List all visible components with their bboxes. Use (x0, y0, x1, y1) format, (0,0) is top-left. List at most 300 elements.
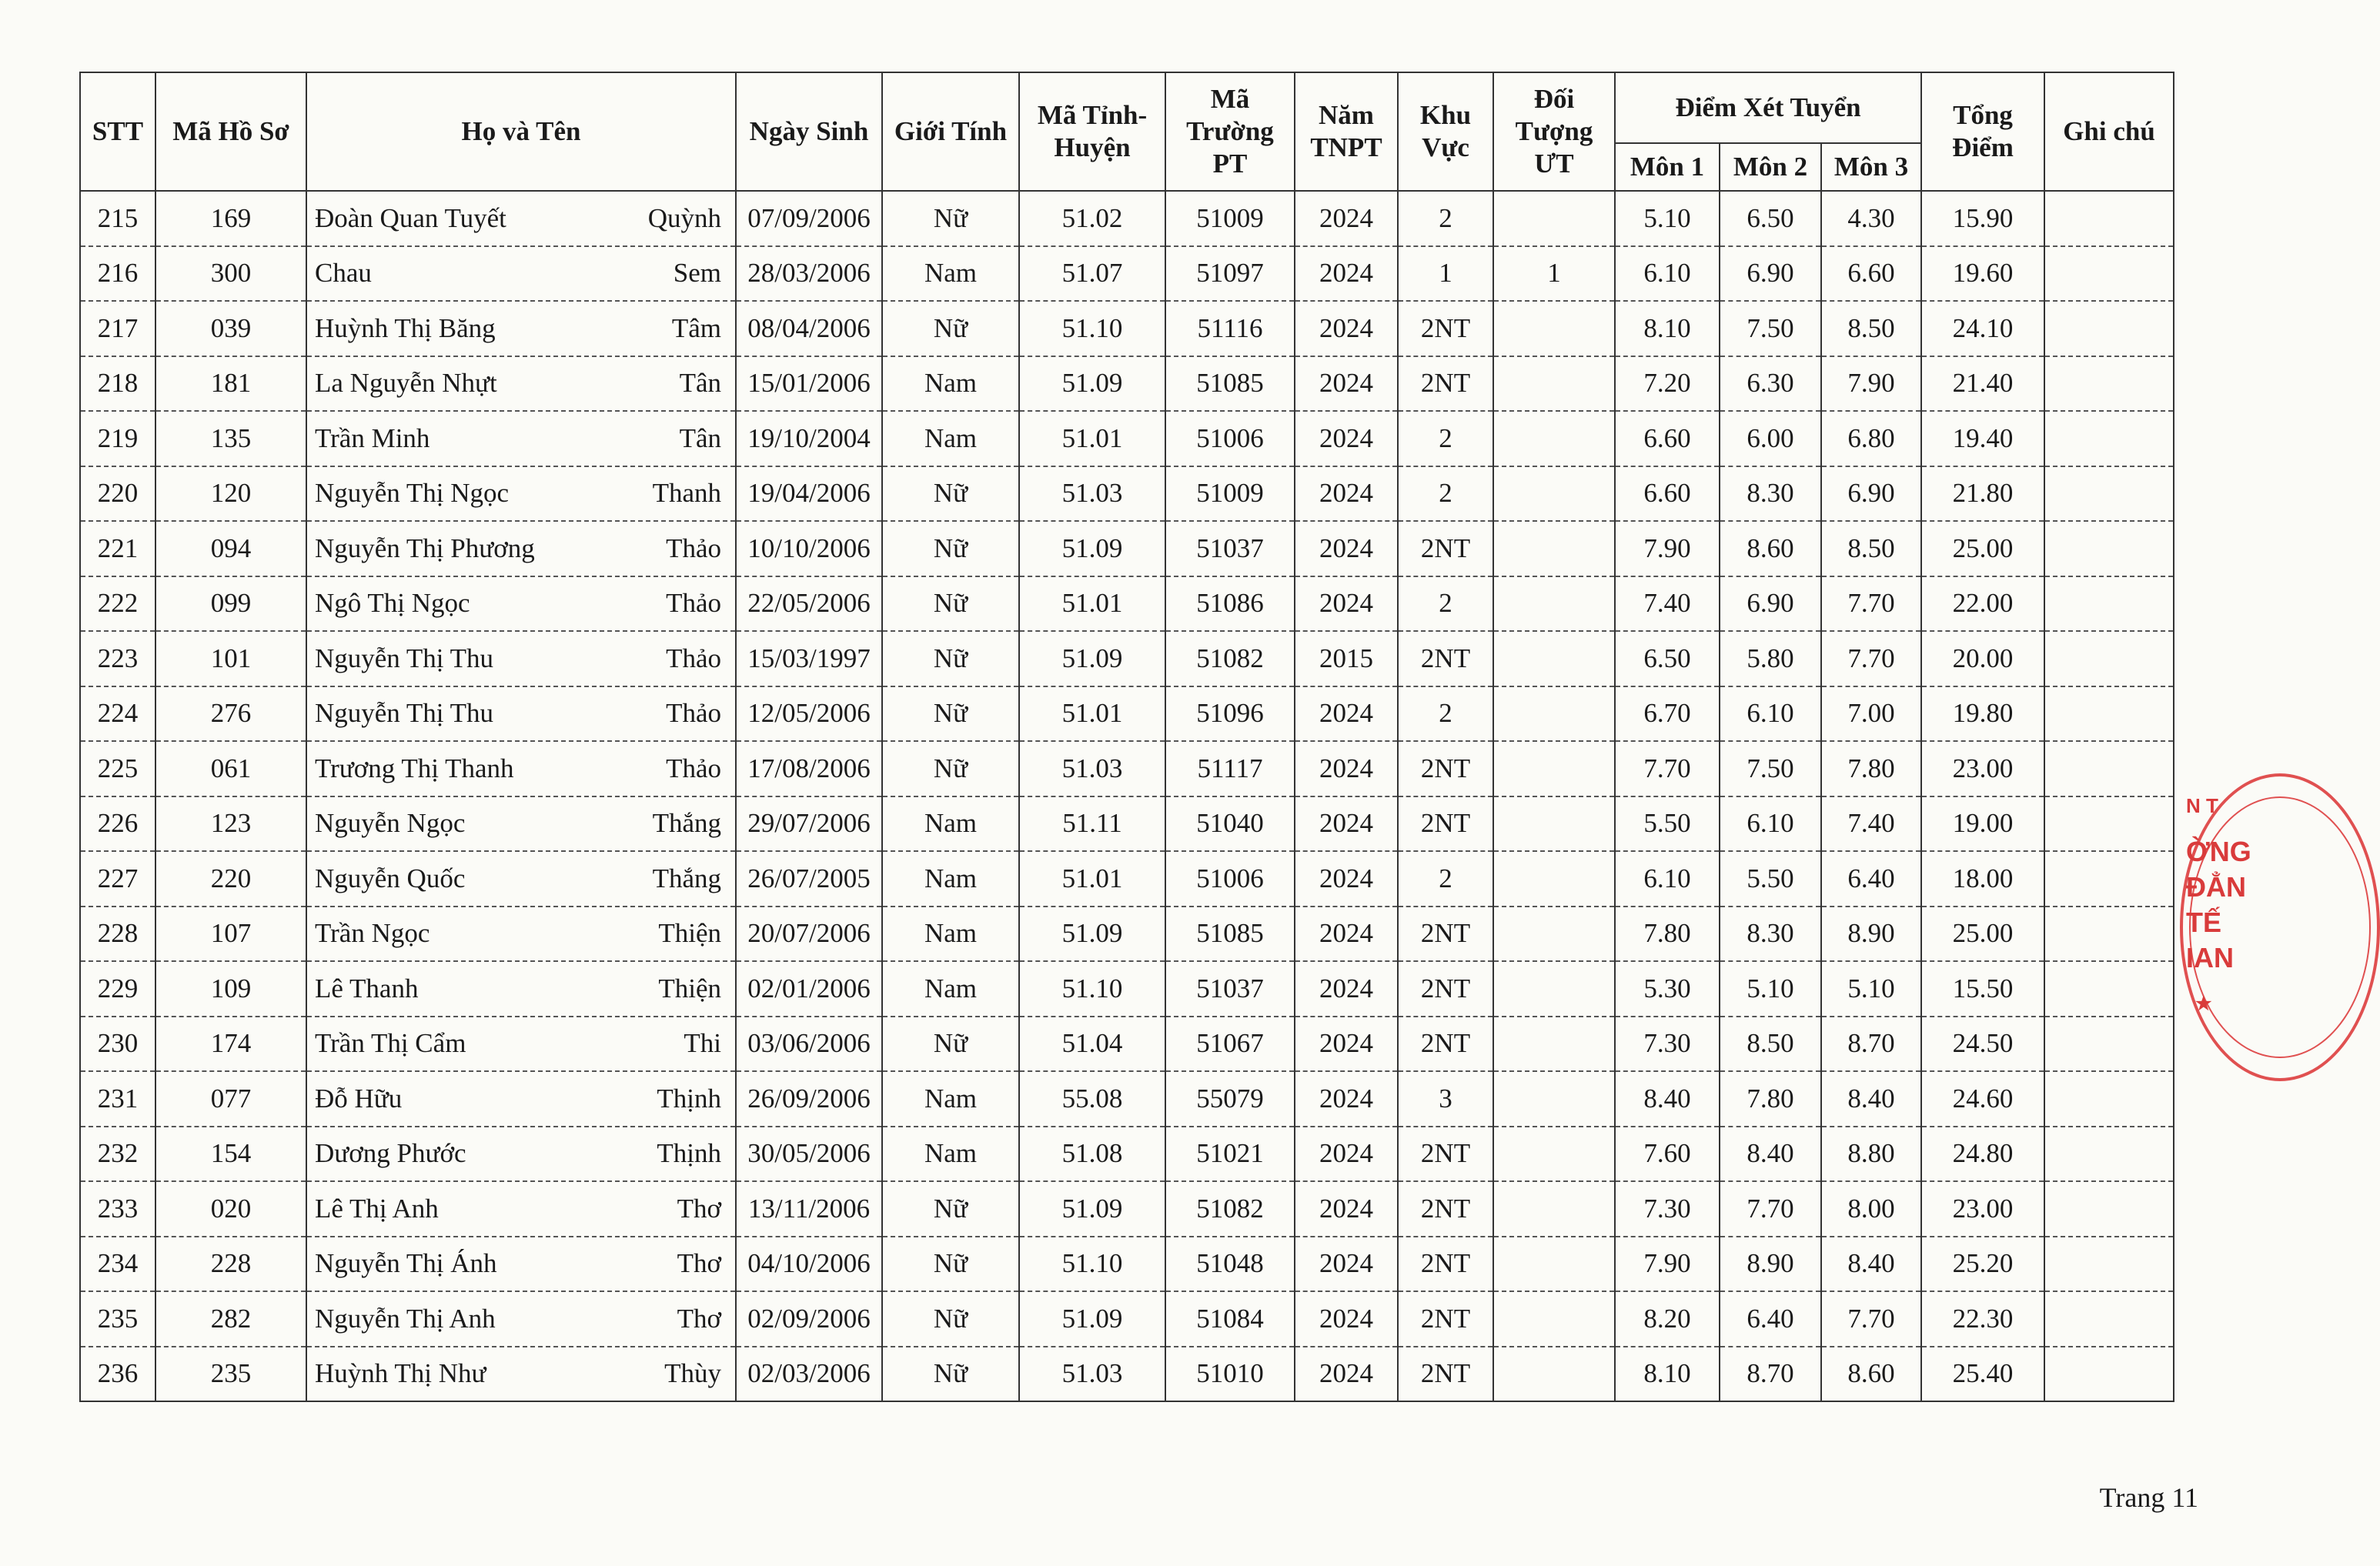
cell-tong-diem: 19.80 (1921, 686, 2044, 742)
cell-ma-ho-so: 235 (155, 1347, 306, 1402)
cell-mon-3: 8.40 (1821, 1071, 1921, 1127)
ho-lot: Lê Thanh (315, 973, 419, 1003)
cell-mon-2: 8.70 (1720, 1347, 1821, 1402)
cell-ghi-chu (2044, 1017, 2174, 1072)
cell-mon-2: 8.60 (1720, 521, 1821, 576)
cell-mon-3: 6.40 (1821, 851, 1921, 907)
cell-ghi-chu (2044, 411, 2174, 466)
cell-ma-tinh-huyen: 51.02 (1019, 191, 1165, 246)
cell-nam-tnpt: 2024 (1295, 796, 1398, 852)
cell-tong-diem: 25.40 (1921, 1347, 2044, 1402)
cell-tong-diem: 25.20 (1921, 1237, 2044, 1292)
cell-khu-vuc: 2NT (1398, 356, 1493, 412)
cell-mon-3: 8.80 (1821, 1127, 1921, 1182)
cell-tong-diem: 15.90 (1921, 191, 2044, 246)
cell-ngay-sinh: 26/07/2005 (736, 851, 882, 907)
cell-nam-tnpt: 2024 (1295, 1071, 1398, 1127)
cell-ma-tinh-huyen: 51.09 (1019, 1181, 1165, 1237)
cell-ngay-sinh: 04/10/2006 (736, 1237, 882, 1292)
cell-mon-2: 8.40 (1720, 1127, 1821, 1182)
cell-mon-2: 7.50 (1720, 741, 1821, 796)
cell-gioi-tinh: Nữ (882, 301, 1019, 356)
cell-ma-truong-pt: 51006 (1165, 851, 1295, 907)
cell-gioi-tinh: Nữ (882, 466, 1019, 522)
ten: Thùy (664, 1358, 721, 1389)
ten: Quỳnh (647, 202, 721, 233)
table-row (80, 1291, 2174, 1347)
cell-tong-diem: 15.50 (1921, 961, 2044, 1017)
cell-ho-va-ten (306, 521, 736, 576)
ho-lot: Trần Thị Cẩm (315, 1028, 466, 1059)
ten: Tâm (671, 312, 721, 343)
header-ngay-sinh: Ngày Sinh (736, 72, 882, 191)
cell-ngay-sinh: 17/08/2006 (736, 741, 882, 796)
cell-stt: 215 (80, 191, 155, 246)
cell-mon-3: 7.70 (1821, 631, 1921, 686)
cell-doi-tuong-ut (1493, 907, 1615, 962)
ten: Thảo (666, 643, 721, 673)
table-row (80, 741, 2174, 796)
cell-ho-va-ten (306, 1127, 736, 1182)
cell-khu-vuc: 2NT (1398, 631, 1493, 686)
cell-mon-3: 5.10 (1821, 961, 1921, 1017)
cell-doi-tuong-ut (1493, 1347, 1615, 1402)
cell-mon-1: 8.40 (1615, 1071, 1720, 1127)
cell-mon-2: 5.50 (1720, 851, 1821, 907)
cell-ho-va-ten (306, 1347, 736, 1402)
cell-mon-1: 6.70 (1615, 686, 1720, 742)
cell-doi-tuong-ut (1493, 576, 1615, 632)
ho-lot: Lê Thị Anh (315, 1193, 439, 1224)
cell-ngay-sinh: 12/05/2006 (736, 686, 882, 742)
cell-stt: 221 (80, 521, 155, 576)
cell-ngay-sinh: 20/07/2006 (736, 907, 882, 962)
table-body (80, 191, 2174, 1401)
table-row (80, 1127, 2174, 1182)
cell-stt: 229 (80, 961, 155, 1017)
cell-ghi-chu (2044, 907, 2174, 962)
cell-nam-tnpt: 2024 (1295, 466, 1398, 522)
header-nam-tnpt: Năm TNPT (1295, 72, 1398, 191)
cell-tong-diem: 19.40 (1921, 411, 2044, 466)
cell-nam-tnpt: 2024 (1295, 1347, 1398, 1402)
cell-mon-2: 8.30 (1720, 466, 1821, 522)
cell-tong-diem: 24.80 (1921, 1127, 2044, 1182)
cell-stt: 228 (80, 907, 155, 962)
cell-gioi-tinh: Nữ (882, 1181, 1019, 1237)
ten: Thơ (677, 1193, 721, 1224)
cell-ma-truong-pt: 51082 (1165, 631, 1295, 686)
cell-stt: 235 (80, 1291, 155, 1347)
cell-ma-truong-pt: 51010 (1165, 1347, 1295, 1402)
cell-ghi-chu (2044, 191, 2174, 246)
header-stt: STT (80, 72, 155, 191)
cell-ma-truong-pt: 51037 (1165, 521, 1295, 576)
cell-ma-tinh-huyen: 51.08 (1019, 1127, 1165, 1182)
cell-nam-tnpt: 2024 (1295, 1127, 1398, 1182)
cell-tong-diem: 23.00 (1921, 1181, 2044, 1237)
cell-mon-1: 7.90 (1615, 1237, 1720, 1292)
cell-mon-1: 5.30 (1615, 961, 1720, 1017)
cell-ho-va-ten (306, 1291, 736, 1347)
cell-stt: 219 (80, 411, 155, 466)
header-ghi-chu: Ghi chú (2044, 72, 2174, 191)
cell-mon-1: 6.60 (1615, 466, 1720, 522)
cell-stt: 230 (80, 1017, 155, 1072)
cell-gioi-tinh: Nữ (882, 1017, 1019, 1072)
ho-lot: Trương Thị Thanh (315, 753, 514, 783)
ten: Thịnh (657, 1138, 721, 1169)
cell-nam-tnpt: 2024 (1295, 961, 1398, 1017)
cell-mon-3: 7.40 (1821, 796, 1921, 852)
cell-khu-vuc: 1 (1398, 246, 1493, 302)
cell-tong-diem: 19.60 (1921, 246, 2044, 302)
cell-ngay-sinh: 13/11/2006 (736, 1181, 882, 1237)
cell-nam-tnpt: 2024 (1295, 246, 1398, 302)
cell-stt: 218 (80, 356, 155, 412)
cell-ngay-sinh: 30/05/2006 (736, 1127, 882, 1182)
cell-mon-1: 6.10 (1615, 246, 1720, 302)
cell-ma-ho-so: 099 (155, 576, 306, 632)
cell-khu-vuc: 2NT (1398, 301, 1493, 356)
stamp-text-line: ỜNG (2186, 836, 2251, 867)
cell-tong-diem: 24.50 (1921, 1017, 2044, 1072)
cell-ma-truong-pt: 51117 (1165, 741, 1295, 796)
ten: Tân (679, 368, 721, 399)
ho-lot: Đoàn Quan Tuyết (315, 202, 506, 233)
header-ma-ho-so: Mã Hồ Sơ (155, 72, 306, 191)
cell-mon-1: 5.50 (1615, 796, 1720, 852)
cell-ho-va-ten (306, 1071, 736, 1127)
cell-doi-tuong-ut (1493, 631, 1615, 686)
ho-lot: Trần Ngọc (315, 918, 430, 949)
cell-ghi-chu (2044, 1347, 2174, 1402)
ho-lot: Nguyễn Quốc (315, 863, 466, 893)
cell-ho-va-ten (306, 796, 736, 852)
cell-ngay-sinh: 19/10/2004 (736, 411, 882, 466)
cell-doi-tuong-ut (1493, 1291, 1615, 1347)
cell-nam-tnpt: 2024 (1295, 851, 1398, 907)
table-row (80, 411, 2174, 466)
cell-tong-diem: 25.00 (1921, 907, 2044, 962)
cell-nam-tnpt: 2024 (1295, 1017, 1398, 1072)
cell-ma-ho-so: 123 (155, 796, 306, 852)
cell-ngay-sinh: 15/01/2006 (736, 356, 882, 412)
cell-doi-tuong-ut (1493, 521, 1615, 576)
table-row (80, 686, 2174, 742)
cell-nam-tnpt: 2024 (1295, 1291, 1398, 1347)
cell-stt: 234 (80, 1237, 155, 1292)
cell-ma-truong-pt: 51009 (1165, 191, 1295, 246)
cell-ho-va-ten (306, 1237, 736, 1292)
ten: Thắng (652, 863, 721, 893)
cell-ngay-sinh: 08/04/2006 (736, 301, 882, 356)
table-header (80, 72, 2174, 191)
cell-mon-1: 8.10 (1615, 1347, 1720, 1402)
cell-gioi-tinh: Nam (882, 1127, 1019, 1182)
cell-ma-tinh-huyen: 51.09 (1019, 356, 1165, 412)
cell-mon-2: 6.10 (1720, 796, 1821, 852)
ten: Thảo (666, 753, 721, 783)
cell-mon-2: 6.40 (1720, 1291, 1821, 1347)
cell-mon-3: 6.90 (1821, 466, 1921, 522)
header-ho-va-ten: Họ và Tên (306, 72, 736, 191)
cell-ngay-sinh: 28/03/2006 (736, 246, 882, 302)
cell-ghi-chu (2044, 1237, 2174, 1292)
cell-ma-ho-so: 228 (155, 1237, 306, 1292)
cell-mon-3: 7.70 (1821, 576, 1921, 632)
cell-stt: 222 (80, 576, 155, 632)
cell-ngay-sinh: 02/09/2006 (736, 1291, 882, 1347)
cell-stt: 226 (80, 796, 155, 852)
cell-mon-1: 7.30 (1615, 1017, 1720, 1072)
stamp-text-line: TẾ (2186, 907, 2222, 938)
cell-nam-tnpt: 2024 (1295, 356, 1398, 412)
cell-khu-vuc: 2NT (1398, 1017, 1493, 1072)
cell-ho-va-ten (306, 686, 736, 742)
cell-tong-diem: 21.40 (1921, 356, 2044, 412)
cell-doi-tuong-ut (1493, 796, 1615, 852)
cell-stt: 217 (80, 301, 155, 356)
ho-lot: Trần Minh (315, 422, 430, 453)
cell-gioi-tinh: Nữ (882, 191, 1019, 246)
ho-lot: Huỳnh Thị Băng (315, 312, 496, 343)
cell-ma-ho-so: 135 (155, 411, 306, 466)
cell-ma-truong-pt: 51037 (1165, 961, 1295, 1017)
cell-ghi-chu (2044, 356, 2174, 412)
cell-ma-tinh-huyen: 51.09 (1019, 631, 1165, 686)
table-row (80, 1181, 2174, 1237)
cell-ma-tinh-huyen: 51.11 (1019, 796, 1165, 852)
cell-ma-tinh-huyen: 51.10 (1019, 1237, 1165, 1292)
cell-doi-tuong-ut (1493, 1071, 1615, 1127)
ho-lot: Nguyễn Thị Ánh (315, 1248, 497, 1279)
cell-ma-ho-so: 109 (155, 961, 306, 1017)
cell-stt: 232 (80, 1127, 155, 1182)
cell-mon-3: 8.40 (1821, 1237, 1921, 1292)
cell-ma-tinh-huyen: 51.01 (1019, 576, 1165, 632)
header-ma-truong-pt: Mã Trường PT (1165, 72, 1295, 191)
cell-ghi-chu (2044, 851, 2174, 907)
ho-lot: La Nguyễn Nhựt (315, 368, 497, 399)
stamp-text-line: N T (2186, 794, 2218, 817)
cell-mon-2: 6.90 (1720, 246, 1821, 302)
cell-ngay-sinh: 10/10/2006 (736, 521, 882, 576)
table-row (80, 521, 2174, 576)
cell-mon-3: 8.60 (1821, 1347, 1921, 1402)
cell-mon-2: 7.80 (1720, 1071, 1821, 1127)
table-row (80, 246, 2174, 302)
header-mon-3: Môn 3 (1821, 143, 1921, 191)
cell-ho-va-ten (306, 1017, 736, 1072)
cell-gioi-tinh: Nam (882, 246, 1019, 302)
cell-ma-truong-pt: 51097 (1165, 246, 1295, 302)
cell-ngay-sinh: 29/07/2006 (736, 796, 882, 852)
cell-nam-tnpt: 2024 (1295, 576, 1398, 632)
cell-ma-ho-so: 181 (155, 356, 306, 412)
cell-ghi-chu (2044, 741, 2174, 796)
cell-ngay-sinh: 07/09/2006 (736, 191, 882, 246)
cell-ma-tinh-huyen: 51.01 (1019, 411, 1165, 466)
ten: Thảo (666, 533, 721, 563)
cell-tong-diem: 19.00 (1921, 796, 2044, 852)
cell-nam-tnpt: 2024 (1295, 686, 1398, 742)
cell-ma-truong-pt: 51082 (1165, 1181, 1295, 1237)
cell-ma-ho-so: 020 (155, 1181, 306, 1237)
cell-ho-va-ten (306, 411, 736, 466)
cell-ma-ho-so: 094 (155, 521, 306, 576)
cell-khu-vuc: 2 (1398, 191, 1493, 246)
cell-ma-tinh-huyen: 51.01 (1019, 851, 1165, 907)
cell-mon-1: 7.70 (1615, 741, 1720, 796)
cell-stt: 231 (80, 1071, 155, 1127)
cell-ma-ho-so: 061 (155, 741, 306, 796)
cell-ho-va-ten (306, 631, 736, 686)
ten: Thảo (666, 698, 721, 729)
cell-ma-truong-pt: 51040 (1165, 796, 1295, 852)
cell-khu-vuc: 2 (1398, 576, 1493, 632)
table-row (80, 356, 2174, 412)
cell-ma-tinh-huyen: 55.08 (1019, 1071, 1165, 1127)
cell-mon-2: 7.70 (1720, 1181, 1821, 1237)
cell-mon-2: 6.00 (1720, 411, 1821, 466)
cell-doi-tuong-ut (1493, 741, 1615, 796)
stamp-text-line: IAN (2186, 942, 2234, 973)
cell-nam-tnpt: 2024 (1295, 191, 1398, 246)
cell-gioi-tinh: Nam (882, 796, 1019, 852)
ho-lot: Nguyễn Thị Thu (315, 643, 494, 673)
cell-nam-tnpt: 2024 (1295, 1237, 1398, 1292)
cell-ma-truong-pt: 51048 (1165, 1237, 1295, 1292)
cell-ghi-chu (2044, 246, 2174, 302)
table-row (80, 631, 2174, 686)
cell-ho-va-ten (306, 851, 736, 907)
cell-nam-tnpt: 2015 (1295, 631, 1398, 686)
cell-khu-vuc: 2 (1398, 466, 1493, 522)
cell-ma-tinh-huyen: 51.03 (1019, 1347, 1165, 1402)
ho-lot: Dương Phước (315, 1138, 466, 1169)
cell-stt: 236 (80, 1347, 155, 1402)
cell-ghi-chu (2044, 466, 2174, 522)
cell-gioi-tinh: Nữ (882, 1291, 1019, 1347)
cell-doi-tuong-ut (1493, 686, 1615, 742)
cell-ghi-chu (2044, 961, 2174, 1017)
header-doi-tuong-ut: Đối Tượng ƯT (1493, 72, 1615, 191)
cell-ma-truong-pt: 51006 (1165, 411, 1295, 466)
cell-mon-3: 8.00 (1821, 1181, 1921, 1237)
cell-ma-ho-so: 169 (155, 191, 306, 246)
header-khu-vuc: Khu Vực (1398, 72, 1493, 191)
cell-mon-2: 5.80 (1720, 631, 1821, 686)
cell-doi-tuong-ut (1493, 851, 1615, 907)
table-row (80, 1017, 2174, 1072)
table-row (80, 1347, 2174, 1402)
cell-ma-ho-so: 276 (155, 686, 306, 742)
cell-stt: 225 (80, 741, 155, 796)
table-row (80, 907, 2174, 962)
cell-gioi-tinh: Nam (882, 411, 1019, 466)
cell-mon-2: 6.30 (1720, 356, 1821, 412)
cell-ma-ho-so: 101 (155, 631, 306, 686)
cell-mon-1: 6.10 (1615, 851, 1720, 907)
cell-mon-3: 7.90 (1821, 356, 1921, 412)
cell-mon-3: 7.70 (1821, 1291, 1921, 1347)
cell-khu-vuc: 2NT (1398, 961, 1493, 1017)
cell-khu-vuc: 2 (1398, 851, 1493, 907)
cell-mon-3: 8.70 (1821, 1017, 1921, 1072)
cell-tong-diem: 24.60 (1921, 1071, 2044, 1127)
cell-mon-1: 7.40 (1615, 576, 1720, 632)
red-seal-stamp (2180, 773, 2288, 1081)
ho-lot: Huỳnh Thị Như (315, 1358, 486, 1389)
cell-mon-3: 7.00 (1821, 686, 1921, 742)
cell-khu-vuc: 2 (1398, 686, 1493, 742)
cell-mon-1: 7.30 (1615, 1181, 1720, 1237)
cell-mon-1: 6.60 (1615, 411, 1720, 466)
cell-nam-tnpt: 2024 (1295, 1181, 1398, 1237)
cell-gioi-tinh: Nữ (882, 631, 1019, 686)
cell-ngay-sinh: 03/06/2006 (736, 1017, 882, 1072)
cell-mon-1: 8.10 (1615, 301, 1720, 356)
cell-tong-diem: 22.00 (1921, 576, 2044, 632)
cell-tong-diem: 25.00 (1921, 521, 2044, 576)
cell-khu-vuc: 2NT (1398, 1291, 1493, 1347)
cell-nam-tnpt: 2024 (1295, 411, 1398, 466)
cell-nam-tnpt: 2024 (1295, 907, 1398, 962)
cell-ghi-chu (2044, 1291, 2174, 1347)
header-diem-xet-tuyen: Điểm Xét Tuyển (1615, 72, 1921, 143)
cell-mon-2: 6.90 (1720, 576, 1821, 632)
cell-tong-diem: 23.00 (1921, 741, 2044, 796)
ten: Thi (684, 1028, 721, 1059)
cell-stt: 224 (80, 686, 155, 742)
ten: Thắng (652, 808, 721, 839)
ten: Thảo (666, 588, 721, 619)
cell-ma-tinh-huyen: 51.01 (1019, 686, 1165, 742)
cell-ghi-chu (2044, 686, 2174, 742)
cell-ghi-chu (2044, 631, 2174, 686)
cell-tong-diem: 20.00 (1921, 631, 2044, 686)
cell-gioi-tinh: Nữ (882, 1347, 1019, 1402)
cell-ma-ho-so: 174 (155, 1017, 306, 1072)
ho-lot: Nguyễn Ngọc (315, 808, 466, 839)
ho-lot: Nguyễn Thị Anh (315, 1303, 496, 1334)
cell-ma-ho-so: 220 (155, 851, 306, 907)
cell-ma-ho-so: 120 (155, 466, 306, 522)
cell-mon-3: 6.60 (1821, 246, 1921, 302)
cell-gioi-tinh: Nam (882, 1071, 1019, 1127)
cell-ngay-sinh: 19/04/2006 (736, 466, 882, 522)
cell-ghi-chu (2044, 301, 2174, 356)
cell-gioi-tinh: Nam (882, 907, 1019, 962)
table-row (80, 1237, 2174, 1292)
cell-ma-tinh-huyen: 51.07 (1019, 246, 1165, 302)
cell-ma-tinh-huyen: 51.09 (1019, 907, 1165, 962)
cell-ngay-sinh: 02/03/2006 (736, 1347, 882, 1402)
cell-mon-1: 6.50 (1615, 631, 1720, 686)
cell-ghi-chu (2044, 1181, 2174, 1237)
ten: Tân (679, 422, 721, 453)
cell-mon-3: 8.50 (1821, 301, 1921, 356)
cell-ho-va-ten (306, 466, 736, 522)
cell-khu-vuc: 2NT (1398, 907, 1493, 962)
cell-mon-3: 4.30 (1821, 191, 1921, 246)
cell-ho-va-ten (306, 961, 736, 1017)
cell-ma-truong-pt: 51021 (1165, 1127, 1295, 1182)
cell-ma-ho-so: 107 (155, 907, 306, 962)
cell-ghi-chu (2044, 1127, 2174, 1182)
cell-nam-tnpt: 2024 (1295, 741, 1398, 796)
